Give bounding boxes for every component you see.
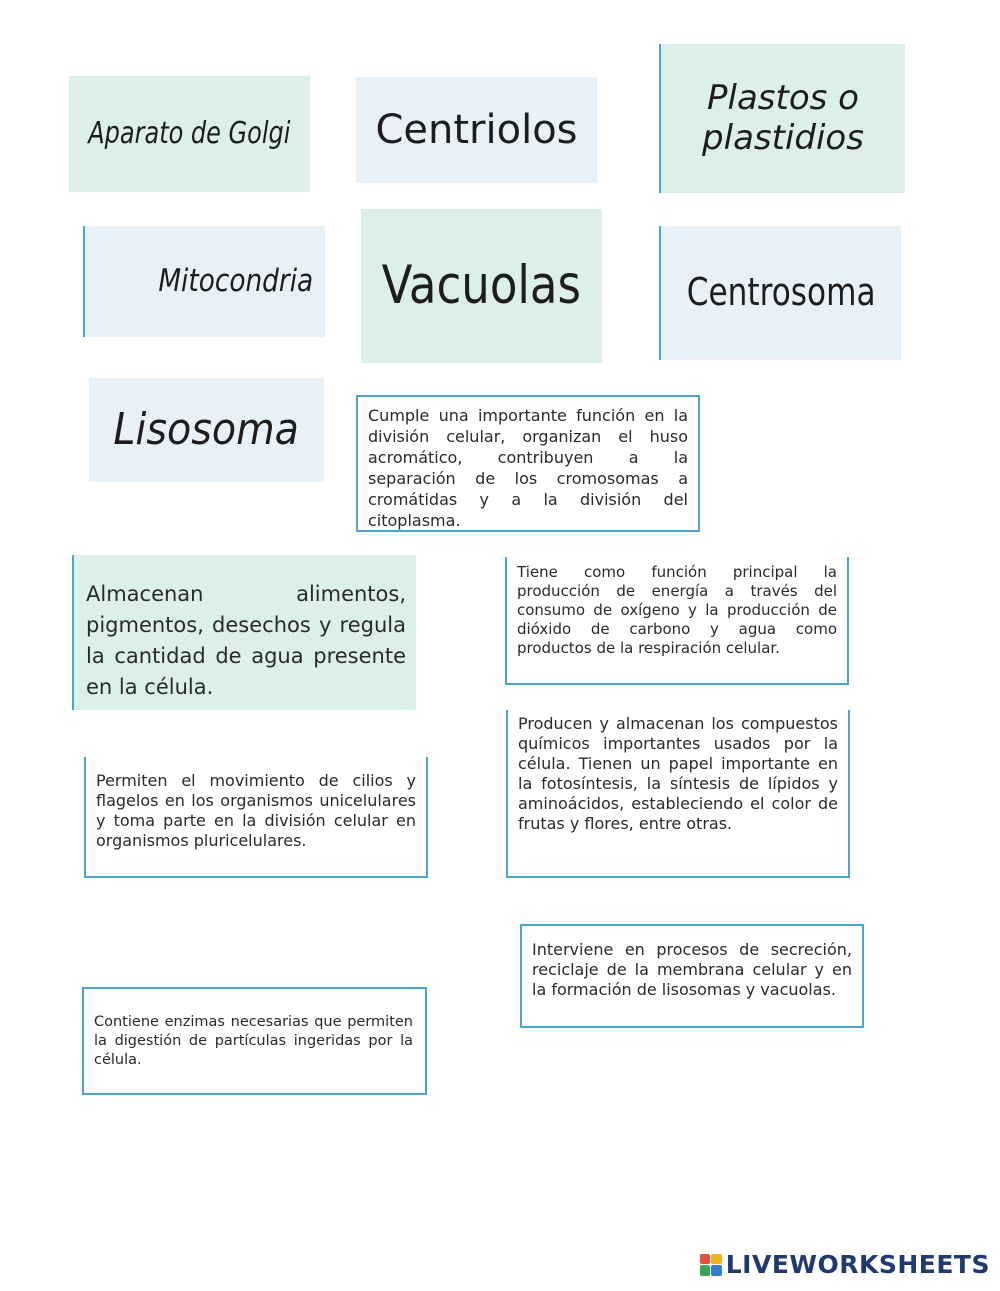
definition-card-golgi[interactable]	[520, 924, 864, 1028]
definition-text: Almacenan alimentos, pigmentos, desechos y regula la cantidad de agua presente en la célula.	[86, 582, 406, 699]
definition-text: Cumple una importante función en la división celular, organizan el huso acromático, contribuyen a la separación de los cromosomas a cromátidas y a la división del citoplasma.	[368, 406, 688, 530]
term-label: Plastos o plastidios	[702, 78, 864, 158]
definition-card-lisosoma[interactable]	[82, 987, 427, 1095]
definition-text: Tiene como función principal la producción de energía a través del consumo de oxígeno y la producción de dióxido de carbono y agua como productos de la respiración celular.	[517, 563, 837, 657]
term-label: Centriolos	[375, 107, 578, 153]
definition-text: Contiene enzimas necesarias que permiten la digestión de partículas ingeridas por la célula.	[94, 1014, 413, 1068]
logo-text: LIVEWORKSHEETS	[725, 1250, 990, 1279]
definition-card-vacuolas[interactable]	[72, 555, 416, 710]
liveworksheets-logo-icon	[700, 1254, 722, 1276]
term-card-centrosoma[interactable]	[659, 226, 901, 360]
term-label: Mitocondria	[158, 262, 313, 299]
term-card-mitocondria[interactable]	[83, 226, 325, 337]
liveworksheets-logo	[700, 1250, 990, 1279]
term-label: Vacuolas	[381, 254, 582, 316]
term-card-golgi[interactable]	[69, 76, 310, 192]
definition-text: Permiten el movimiento de cilios y flagelos en los organismos unicelulares y toma parte en la división celular en organismos pluricelulares.	[96, 771, 416, 850]
term-label: Centrosoma	[686, 270, 876, 315]
definition-card-centrosoma[interactable]	[356, 395, 700, 532]
term-card-vacuolas[interactable]	[361, 209, 602, 363]
definition-card-centriolos[interactable]	[84, 757, 428, 878]
definition-text: Producen y almacenan los compuestos químicos importantes usados por la célula. Tienen un papel importante en la fotosíntesis, la síntesis de lípidos y aminoácidos, estableciendo el color de frutas y flores, entre otras.	[518, 714, 838, 833]
term-label: Aparato de Golgi	[88, 115, 291, 151]
term-card-lisosoma[interactable]	[89, 378, 324, 482]
term-card-plastos[interactable]	[659, 44, 905, 193]
definition-text: Interviene en procesos de secreción, reciclaje de la membrana celular y en la formación de lisosomas y vacuolas.	[532, 940, 852, 999]
definition-card-mitocondria[interactable]	[505, 557, 849, 685]
definition-card-plastos[interactable]	[506, 710, 850, 878]
term-card-centriolos[interactable]	[356, 77, 597, 183]
term-label: Lisosoma	[113, 403, 300, 455]
